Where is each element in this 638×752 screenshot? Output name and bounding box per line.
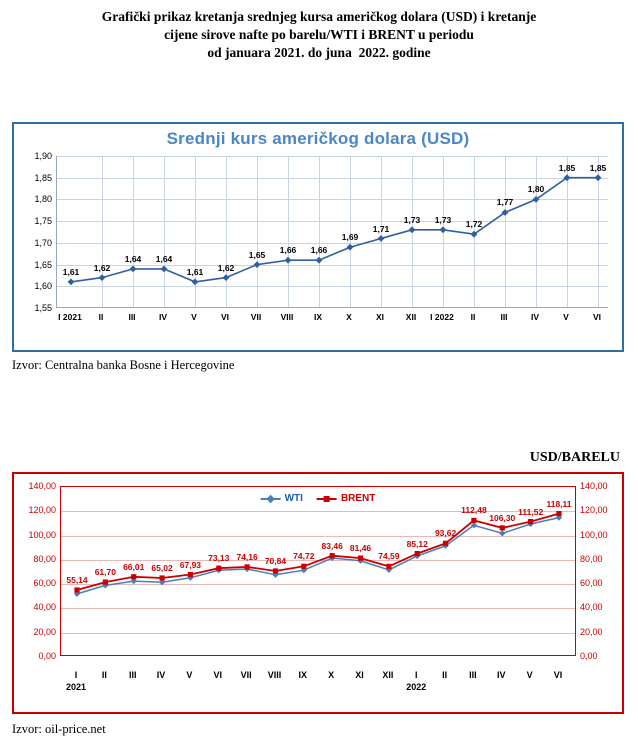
chart1-data-label: 1,66 — [310, 245, 328, 256]
chart1-x-tick: IX — [313, 312, 323, 322]
chart2-x-tick: XI — [355, 670, 364, 680]
chart1-y-tick: 1,80 — [34, 194, 52, 205]
page-title-line-2: cijene sirove nafte po barelu/WTI i BRENT u periodu — [164, 27, 474, 42]
chart1-x-tick: V — [563, 312, 569, 322]
chart1-x-tick: IV — [158, 312, 168, 322]
chart2-x-tick: VI — [553, 670, 563, 680]
chart2-data-label: 106,30 — [489, 512, 516, 523]
chart1-data-label: 1,61 — [62, 266, 80, 277]
chart1-x-tick: VII — [250, 312, 262, 322]
chart2-y-tick: 20,00 — [580, 626, 603, 637]
chart2-y-tick: 40,00 — [33, 602, 56, 613]
chart2-x-tick: V — [186, 670, 193, 680]
chart1-data-label: 1,85 — [558, 162, 576, 173]
chart1-x-tick: XI — [375, 312, 385, 322]
chart2-y-tick: 100,00 — [580, 529, 608, 540]
chart2-data-label: 73,13 — [208, 553, 230, 564]
chart2-x-tick: XII — [382, 670, 394, 680]
chart2-y-tick: 40,00 — [580, 602, 603, 613]
chart2-year-label: 2021 — [65, 682, 87, 692]
legend-label-wti: WTI — [284, 493, 303, 504]
chart1-data-label: 1,62 — [93, 262, 111, 273]
chart2-y-tick: 20,00 — [33, 626, 56, 637]
chart2-data-label: 112,48 — [461, 505, 487, 516]
chart2-y-tick: 0,00 — [38, 651, 56, 661]
chart2-x-tick: VI — [213, 670, 223, 680]
chart2-data-label: 66,01 — [123, 561, 145, 572]
chart1-plot-area — [56, 156, 608, 308]
chart1-y-tick: 1,60 — [34, 281, 52, 292]
page-title-line-1: Grafički prikaz kretanja srednjeg kursa američkog dolara (USD) i kretanje — [101, 9, 537, 24]
chart1-data-label: 1,66 — [279, 245, 297, 256]
chart2-unit-label: USD/BARELU — [529, 450, 620, 465]
chart2-y-tick: 120,00 — [28, 505, 56, 516]
chart2-x-tick: I — [414, 670, 418, 680]
chart2-y-tick: 140,00 — [28, 481, 56, 491]
chart1-data-label: 1,80 — [527, 184, 545, 195]
chart2-y-tick: 100,00 — [28, 529, 56, 540]
chart1-y-tick: 1,55 — [34, 303, 52, 313]
chart1-data-label: 1,69 — [341, 232, 359, 243]
chart2-y-tick: 60,00 — [580, 578, 603, 589]
chart2-data-label: 83,46 — [321, 540, 343, 551]
chart1-data-label: 1,71 — [372, 223, 390, 234]
chart2-data-label: 74,59 — [378, 551, 400, 562]
chart1-data-label: 1,72 — [465, 219, 483, 230]
chart1-x-tick: II — [98, 312, 104, 322]
chart1-x-tick: VI — [592, 312, 602, 322]
chart2-x-tick: IV — [497, 670, 506, 680]
chart2-data-label: 65,02 — [151, 563, 173, 574]
chart2-x-tick: I — [74, 670, 78, 680]
chart2-y-tick: 60,00 — [33, 578, 56, 589]
chart2-data-label: 74,72 — [293, 551, 315, 562]
chart1-title: Srednji kurs američkog dolara (USD) — [166, 129, 470, 148]
chart1-x-tick: I 2022 — [430, 312, 454, 322]
chart1-x-tick: III — [128, 312, 136, 322]
chart1-y-tick: 1,70 — [34, 237, 52, 248]
chart2-y-tick: 140,00 — [580, 481, 608, 491]
chart2-data-label: 111,52 — [518, 506, 544, 517]
chart1-x-axis-labels — [56, 310, 608, 326]
chart1-x-tick: II — [470, 312, 476, 322]
chart1-source: Izvor: Centralna banka Bosne i Hercegovine — [12, 358, 235, 372]
chart1-data-label: 1,73 — [403, 214, 421, 225]
chart1-data-label: 1,61 — [186, 266, 204, 277]
chart2-data-label: 81,46 — [349, 543, 372, 554]
chart2-y-tick: 0,00 — [580, 651, 598, 661]
chart1-data-label: 1,85 — [589, 162, 607, 173]
chart2-x-tick: II — [101, 670, 107, 680]
chart1-x-tick: IV — [530, 312, 540, 322]
chart2-data-label: 93,62 — [434, 528, 457, 539]
chart2-x-tick: V — [526, 670, 533, 680]
chart2-y-axis-labels-right — [578, 481, 620, 661]
page-title-line-3: od januara 2021. do juna 2022. godine — [207, 45, 431, 60]
chart1-x-tick: X — [346, 312, 352, 322]
chart2-x-tick: VIII — [267, 670, 282, 680]
chart2-y-tick: 120,00 — [580, 505, 608, 516]
chart1-x-tick: I 2021 — [58, 312, 82, 322]
chart2-source: Izvor: oil-price.net — [12, 722, 106, 736]
chart2-x-tick: III — [469, 670, 477, 680]
oil-price-chart — [12, 472, 624, 714]
chart1-x-tick: V — [191, 312, 197, 322]
chart2-x-tick: III — [128, 670, 137, 680]
chart1-x-tick: XII — [405, 312, 417, 322]
chart2-x-tick: X — [328, 670, 335, 680]
chart1-data-label: 1,65 — [248, 249, 266, 260]
chart2-data-label: 61,70 — [94, 567, 116, 578]
chart2-plot-area — [60, 486, 576, 656]
chart2-data-label: 85,12 — [406, 538, 428, 549]
chart1-data-label: 1,62 — [217, 262, 235, 273]
chart2-x-axis-labels — [60, 660, 576, 694]
chart2-data-label: 74,16 — [236, 551, 258, 562]
chart1-y-tick: 1,90 — [34, 151, 52, 161]
chart1-data-label: 1,77 — [496, 197, 514, 208]
chart1-data-label: 1,64 — [124, 253, 142, 264]
chart1-x-tick: VIII — [280, 312, 294, 322]
chart1-y-tick: 1,65 — [34, 259, 52, 270]
chart1-y-tick: 1,75 — [34, 216, 52, 227]
chart2-data-label: 67,93 — [179, 559, 202, 570]
chart2-x-tick: IV — [156, 670, 166, 680]
chart2-x-tick: IX — [298, 670, 308, 680]
legend-label-brent: BRENT — [340, 493, 376, 504]
chart2-y-tick: 80,00 — [580, 553, 603, 564]
chart2-data-label: 118,11 — [546, 498, 572, 509]
chart2-y-axis-labels-left — [16, 481, 58, 661]
chart2-y-tick: 80,00 — [33, 553, 56, 564]
chart2-x-tick: II — [442, 670, 448, 680]
usd-exchange-rate-chart — [12, 122, 624, 352]
chart1-y-tick: 1,85 — [34, 172, 52, 183]
chart1-x-tick: III — [500, 312, 508, 322]
chart2-data-label: 70,84 — [264, 555, 287, 566]
chart2-year-label: 2022 — [406, 682, 427, 692]
chart2-x-tick: VII — [240, 670, 252, 680]
chart1-data-label: 1,73 — [434, 214, 452, 225]
page-title — [0, 0, 638, 62]
chart1-y-axis-labels — [22, 151, 54, 313]
chart1-data-label: 1,64 — [155, 253, 173, 264]
chart1-x-tick: VI — [220, 312, 230, 322]
chart2-data-label: 55,14 — [66, 575, 88, 586]
